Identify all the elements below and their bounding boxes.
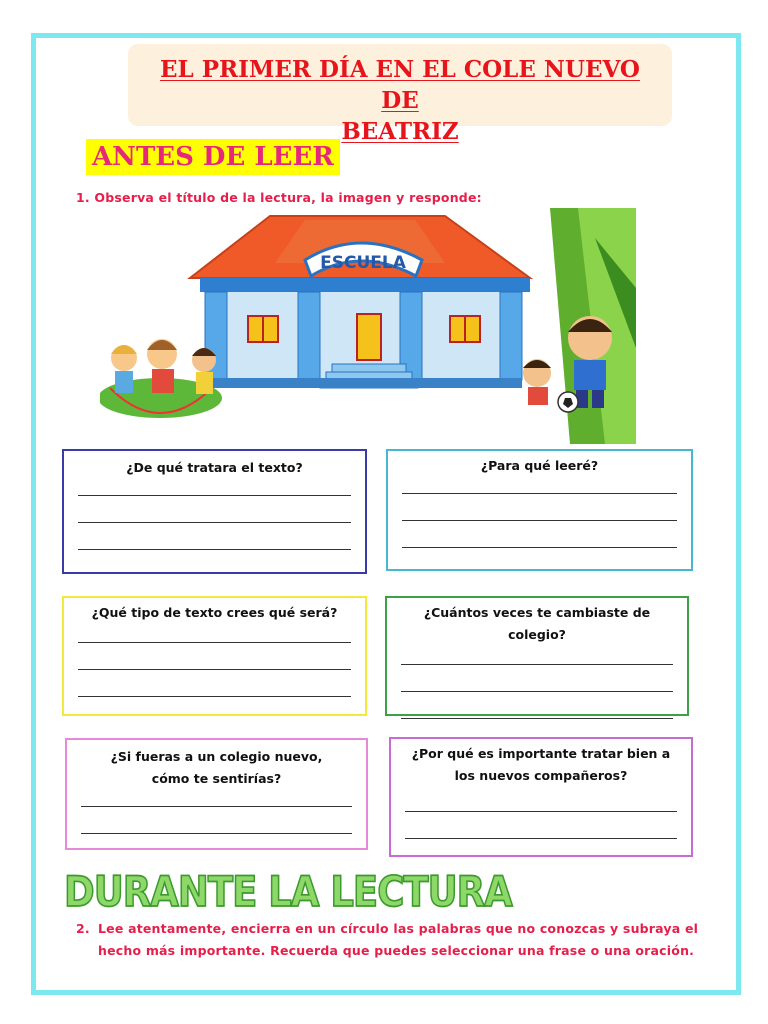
- answer-line[interactable]: [401, 665, 673, 692]
- question-text: ¿De qué tratara el texto?: [126, 460, 303, 475]
- instruction-2: [76, 918, 716, 962]
- children-jumping-rope-illustration: [100, 339, 222, 418]
- school-sign-text: ESCUELA: [320, 253, 406, 273]
- question-text: ¿Por qué es importante tratar bien a los nuevos compañeros?: [411, 746, 671, 783]
- answer-line[interactable]: [405, 787, 677, 812]
- question-box-4: [385, 596, 689, 716]
- instruction-2-number: 2.: [76, 921, 90, 936]
- answer-line[interactable]: [78, 624, 351, 643]
- document-title: [146, 44, 654, 147]
- school-building: [190, 216, 530, 388]
- school-illustration: [100, 208, 640, 444]
- instruction-1: [76, 190, 482, 205]
- title-banner: [128, 44, 672, 145]
- answer-line[interactable]: [81, 790, 352, 807]
- instruction-1-number: 1.: [76, 190, 90, 205]
- question-text: ¿Qué tipo de texto crees qué será?: [91, 605, 338, 620]
- answer-line[interactable]: [78, 523, 351, 550]
- answer-line[interactable]: [78, 643, 351, 670]
- answer-line[interactable]: [401, 692, 673, 719]
- section-heading-during: DURANTE LA LECTURA: [64, 868, 512, 917]
- answer-line[interactable]: [402, 477, 677, 494]
- answer-line[interactable]: [78, 670, 351, 697]
- question-box-1: [62, 449, 367, 574]
- answer-line[interactable]: [78, 479, 351, 496]
- title-line-2: BEATRIZ: [341, 118, 459, 145]
- section-heading-before: ANTES DE LEER: [86, 139, 340, 175]
- question-text: ¿Para qué leeré?: [480, 458, 599, 473]
- question-box-2: [386, 449, 693, 571]
- answer-line[interactable]: [78, 496, 351, 523]
- question-box-3: [62, 596, 367, 716]
- answer-line[interactable]: [402, 494, 677, 521]
- answer-line[interactable]: [405, 812, 677, 839]
- answer-line[interactable]: [401, 646, 673, 665]
- question-text: ¿Cuántos veces te cambiaste de colegio?: [423, 605, 651, 642]
- question-box-5: [65, 738, 368, 850]
- answer-line[interactable]: [81, 807, 352, 834]
- answer-line[interactable]: [402, 521, 677, 548]
- title-line-1: EL PRIMER DÍA EN EL COLE NUEVO DE: [160, 56, 640, 114]
- instruction-1-text: Observa el título de la lectura, la imagen y responde:: [94, 190, 482, 205]
- question-box-6: [389, 737, 693, 857]
- instruction-2-text: Lee atentamente, encierra en un círculo las palabras que no conozcas y subraya el hecho más importante. Recuerda que puedes seleccionar una frase o una oración.: [98, 921, 699, 958]
- question-text: ¿Si fueras a un colegio nuevo, cómo te sentirías?: [110, 749, 323, 786]
